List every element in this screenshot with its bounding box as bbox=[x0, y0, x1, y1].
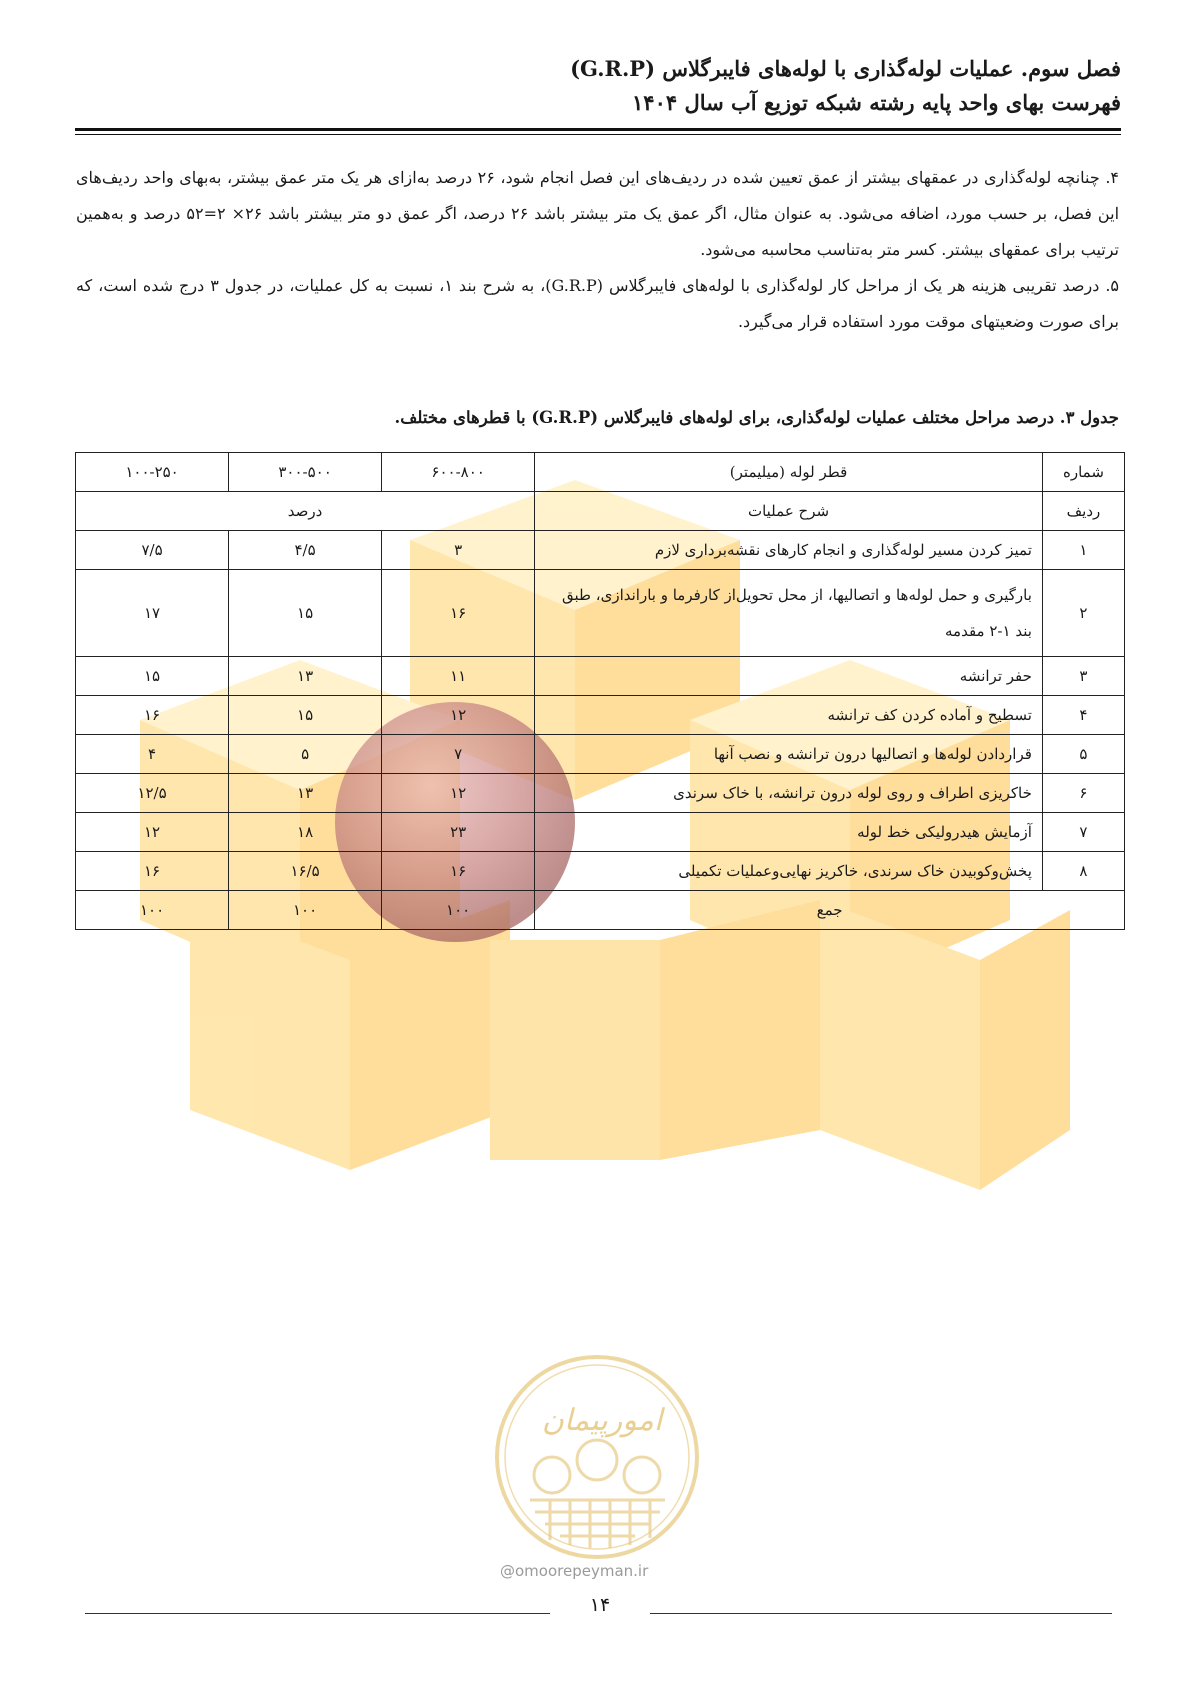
total-value-100-250: ۱۰۰ bbox=[76, 891, 229, 930]
header-row-label: ردیف bbox=[1042, 492, 1124, 531]
row-value-300-500: ۴/۵ bbox=[229, 531, 382, 570]
row-description: خاکریزی اطراف و روی لوله درون ترانشه، با خاک سرندی bbox=[535, 774, 1043, 813]
table-row bbox=[76, 657, 1125, 696]
row-value-300-500: ۱۳ bbox=[229, 774, 382, 813]
table-row bbox=[76, 696, 1125, 735]
table-header-row-2 bbox=[76, 492, 1125, 531]
table-row bbox=[76, 531, 1125, 570]
page-header bbox=[70, 52, 1121, 120]
row-description: تسطیح و آماده کردن کف ترانشه bbox=[535, 696, 1043, 735]
row-value-600-800: ۱۶ bbox=[382, 852, 535, 891]
table-caption: جدول ۳. درصد مراحل مختلف عملیات لوله‌گذاری، برای لوله‌های فایبرگلاس (G.R.P) با قطرهای مختلف. bbox=[394, 408, 1119, 427]
row-value-600-800: ۱۱ bbox=[382, 657, 535, 696]
row-number: ۲ bbox=[1042, 570, 1124, 657]
header-rule-thin bbox=[75, 134, 1121, 135]
chapter-title: فصل سوم. عملیات لوله‌گذاری با لوله‌های فایبرگلاس (G.R.P) bbox=[570, 56, 1121, 81]
row-value-600-800: ۱۲ bbox=[382, 696, 535, 735]
table-total-row bbox=[76, 891, 1125, 930]
row-value-300-500: ۱۵ bbox=[229, 570, 382, 657]
row-value-300-500: ۱۸ bbox=[229, 813, 382, 852]
row-description: آزمایش هیدرولیکی خط لوله bbox=[535, 813, 1043, 852]
footer-rule-right bbox=[650, 1613, 1112, 1614]
row-number: ۵ bbox=[1042, 735, 1124, 774]
row-value-100-250: ۱۷ bbox=[76, 570, 229, 657]
table-header-row-1 bbox=[76, 453, 1125, 492]
row-value-600-800: ۱۲ bbox=[382, 774, 535, 813]
header-col-600-800: ۶۰۰-۸۰۰ bbox=[382, 453, 535, 492]
total-value-300-500: ۱۰۰ bbox=[229, 891, 382, 930]
total-label: جمع bbox=[535, 891, 1125, 930]
operations-table bbox=[75, 452, 1125, 930]
row-value-100-250: ۱۲/۵ bbox=[76, 774, 229, 813]
row-value-600-800: ۷ bbox=[382, 735, 535, 774]
row-value-600-800: ۲۳ bbox=[382, 813, 535, 852]
table-row bbox=[76, 735, 1125, 774]
row-description: بارگیری و حمل لوله‌ها و اتصالیها، از محل تحویل‌از کارفرما و باراندازی، طبق بند ۱-۲ مقدمه bbox=[535, 570, 1043, 657]
omoorepeyman-logo bbox=[490, 1350, 705, 1565]
row-value-100-250: ۷/۵ bbox=[76, 531, 229, 570]
page-number: ۱۴ bbox=[589, 1594, 611, 1616]
row-number: ۶ bbox=[1042, 774, 1124, 813]
row-number: ۴ bbox=[1042, 696, 1124, 735]
row-number: ۸ bbox=[1042, 852, 1124, 891]
row-value-100-250: ۴ bbox=[76, 735, 229, 774]
table-row bbox=[76, 570, 1125, 657]
header-operation-desc: شرح عملیات bbox=[535, 492, 1043, 531]
row-description: پخش‌وکوبیدن خاک سرندی، خاکریز نهایی‌وعملیات تکمیلی bbox=[535, 852, 1043, 891]
row-value-600-800: ۱۶ bbox=[382, 570, 535, 657]
row-number: ۳ bbox=[1042, 657, 1124, 696]
row-value-300-500: ۱۳ bbox=[229, 657, 382, 696]
row-value-300-500: ۵ bbox=[229, 735, 382, 774]
website-watermark: @omoorepeyman.ir bbox=[500, 1562, 649, 1580]
paragraph-4: ۴. چنانچه لوله‌گذاری در عمقهای بیشتر از عمق تعیین شده در ردیف‌های این فصل انجام شود، ۲۶ درصد به‌ازای هر یک متر عمق بیشتر، به‌بهای واحد ردیف‌های این فصل، بر حسب مورد، اضافه می‌شود. به عنوان مثال، اگر عمق یک متر بیشتر باشد ۲۶ درصد، اگر عمق دو متر بیشتر باشد ۲۶× ۲=۵۲ درصد و به‌همین ترتیب برای عمقهای بیشتر. کسر متر به‌تناسب محاسبه می‌شود. bbox=[76, 168, 1120, 259]
document-title: فهرست بهای واحد پایه رشته شبکه توزیع آب سال ۱۴۰۴ bbox=[632, 90, 1121, 115]
row-value-100-250: ۱۲ bbox=[76, 813, 229, 852]
row-value-600-800: ۳ bbox=[382, 531, 535, 570]
row-value-100-250: ۱۶ bbox=[76, 852, 229, 891]
total-value-600-800: ۱۰۰ bbox=[382, 891, 535, 930]
body-text bbox=[76, 160, 1119, 340]
table-row bbox=[76, 774, 1125, 813]
row-number: ۷ bbox=[1042, 813, 1124, 852]
footer-rule-left bbox=[85, 1613, 550, 1614]
row-description: تمیز کردن مسیر لوله‌گذاری و انجام کارهای نقشه‌برداری لازم bbox=[535, 531, 1043, 570]
row-value-300-500: ۱۶/۵ bbox=[229, 852, 382, 891]
header-row-number: شماره bbox=[1042, 453, 1124, 492]
row-description: حفر ترانشه bbox=[535, 657, 1043, 696]
header-rule-thick bbox=[75, 128, 1121, 131]
table-row bbox=[76, 852, 1125, 891]
row-value-100-250: ۱۵ bbox=[76, 657, 229, 696]
header-pipe-diameter: قطر لوله (میلیمتر) bbox=[535, 453, 1043, 492]
header-col-100-250: ۱۰۰-۲۵۰ bbox=[76, 453, 229, 492]
header-col-300-500: ۳۰۰-۵۰۰ bbox=[229, 453, 382, 492]
row-value-100-250: ۱۶ bbox=[76, 696, 229, 735]
paragraph-5: ۵. درصد تقریبی هزینه هر یک از مراحل کار لوله‌گذاری با لوله‌های فایبرگلاس (G.R.P)، به شرح بند ۱، نسبت به کل عملیات، در جدول ۳ درج شده است، که برای صورت وضعیتهای موقت مورد استفاده قرار می‌گیرد. bbox=[76, 276, 1119, 331]
header-percent: درصد bbox=[76, 492, 535, 531]
row-number: ۱ bbox=[1042, 531, 1124, 570]
table-row bbox=[76, 813, 1125, 852]
logo-text: امورپیمان bbox=[541, 1403, 663, 1438]
row-description: قراردادن لوله‌ها و اتصالیها درون ترانشه و نصب آنها bbox=[535, 735, 1043, 774]
row-value-300-500: ۱۵ bbox=[229, 696, 382, 735]
